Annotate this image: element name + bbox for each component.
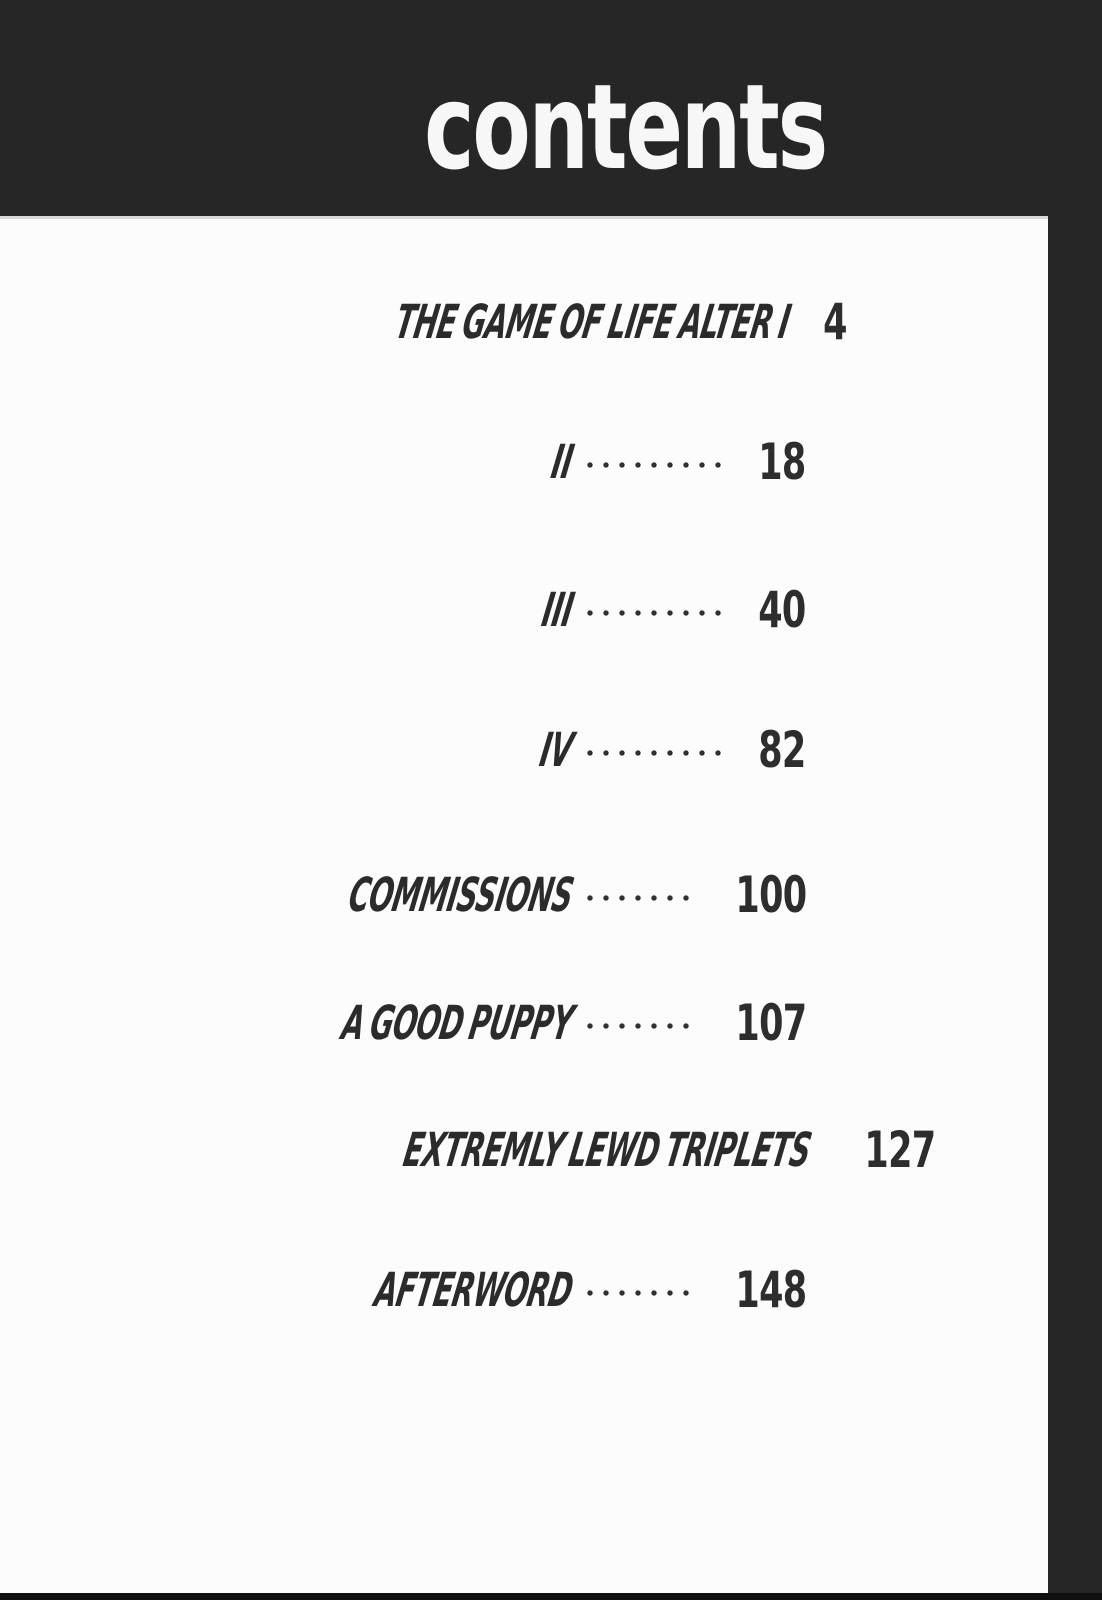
entry-page-text: 148 <box>735 1261 806 1319</box>
toc-entry <box>130 286 848 358</box>
entry-title <box>130 995 577 1051</box>
toc-entry <box>130 1254 806 1326</box>
entry-page-number <box>834 1121 936 1179</box>
entry-page-text: 4 <box>823 293 848 351</box>
entry-title <box>130 294 795 350</box>
entry-page-text: 127 <box>864 1121 936 1179</box>
page-title-text: contents <box>424 58 826 196</box>
entry-title-text: THE GAME OF LIFE ALTER I <box>391 294 795 350</box>
entry-page-number <box>705 1261 806 1319</box>
dotted-leader <box>582 749 724 757</box>
entry-page-text: 40 <box>758 581 806 639</box>
entry-page-text: 100 <box>735 866 806 924</box>
entry-title-text: III <box>537 582 577 638</box>
entry-page-number <box>738 433 806 491</box>
toc-entry <box>130 987 806 1059</box>
entry-title-text: AFTERWORD <box>371 1262 577 1318</box>
entry-title <box>130 722 577 778</box>
entry-title <box>130 582 577 638</box>
entry-title <box>130 434 577 490</box>
toc-entry <box>130 1114 936 1186</box>
entry-title-text: COMMISSIONS <box>344 867 577 923</box>
entry-page-number <box>705 994 806 1052</box>
entry-title-text: EXTREMLY LEWD TRIPLETS <box>399 1122 815 1178</box>
entry-title-text: IV <box>536 722 577 778</box>
toc-entry <box>130 426 806 498</box>
entry-page-number <box>738 721 806 779</box>
dotted-leader <box>582 1022 691 1030</box>
entry-page-text: 82 <box>758 721 806 779</box>
toc-entry <box>130 574 806 646</box>
entry-page-number <box>738 581 806 639</box>
entry-page-number <box>705 866 806 924</box>
entry-page-number <box>813 293 848 351</box>
right-side-strip <box>1048 0 1102 1600</box>
dotted-leader <box>582 609 724 617</box>
toc-entry <box>130 859 806 931</box>
entry-page-text: 18 <box>758 433 806 491</box>
entry-title <box>130 867 577 923</box>
dotted-leader <box>582 1289 691 1297</box>
entry-page-text: 107 <box>735 994 806 1052</box>
entry-title <box>130 1122 815 1178</box>
dotted-leader <box>582 894 691 902</box>
entry-title <box>130 1262 577 1318</box>
entry-title-text: A GOOD PUPPY <box>338 995 577 1051</box>
dotted-leader <box>582 461 724 469</box>
toc-entry <box>130 714 806 786</box>
table-of-contents <box>130 0 936 1600</box>
entry-title-text: II <box>547 434 577 490</box>
